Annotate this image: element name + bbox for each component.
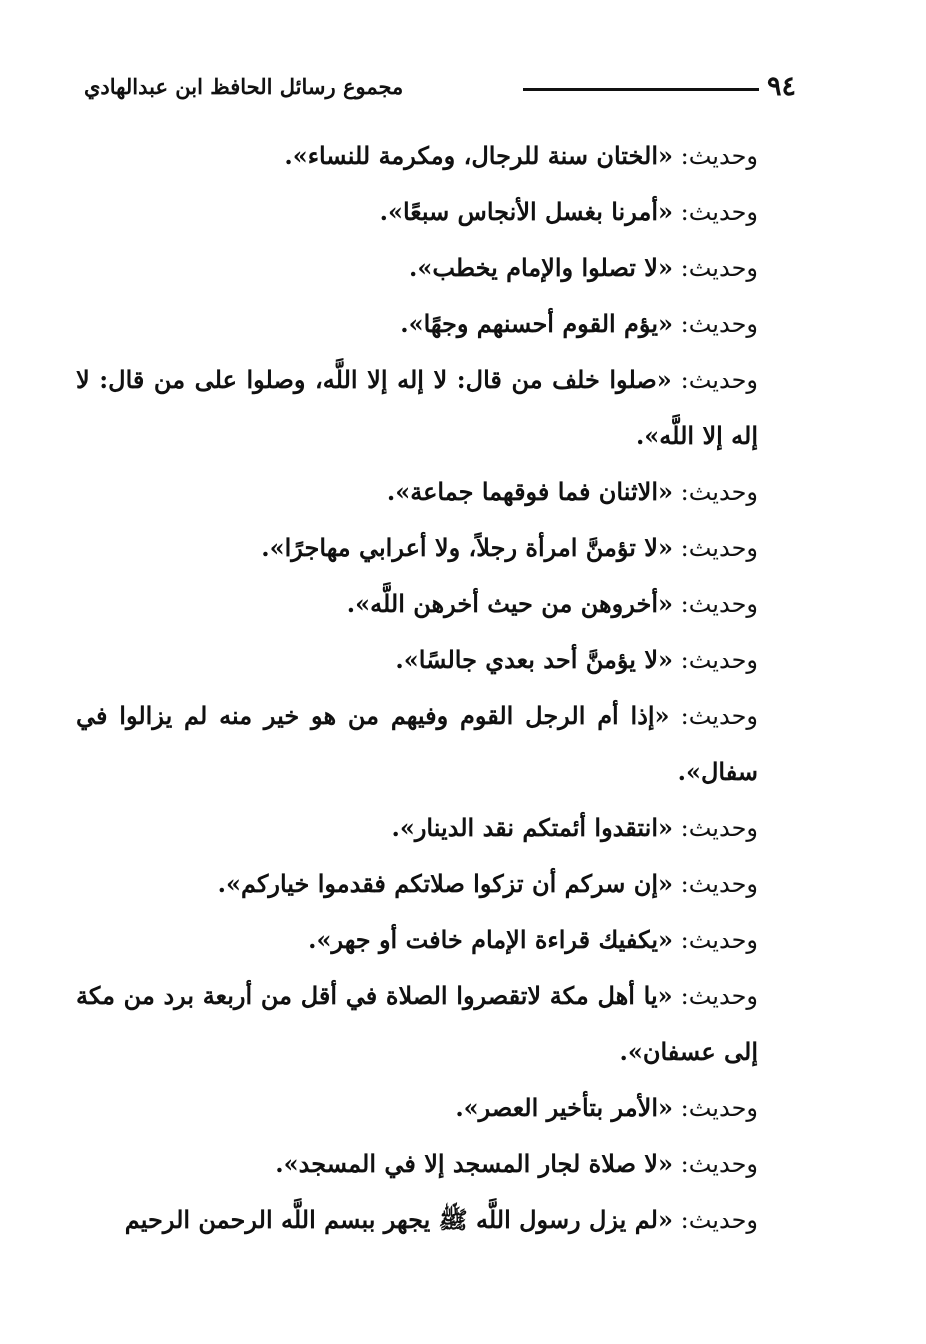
hadith-text: «لا صلاة لجار المسجد إلا في المسجد». bbox=[275, 1149, 673, 1178]
hadith-label: وحديث: bbox=[680, 590, 758, 618]
hadith-label: وحديث: bbox=[680, 478, 758, 506]
hadith-text: «أخروهن من حيث أخرهن اللَّه». bbox=[346, 589, 673, 618]
hadith-entry bbox=[76, 968, 798, 1080]
hadith-text: «إن سركم أن تزكوا صلاتكم فقدموا خياركم». bbox=[217, 869, 673, 898]
hadith-entry bbox=[76, 688, 798, 800]
hadith-entry bbox=[76, 520, 798, 576]
hadith-label: وحديث: bbox=[680, 254, 758, 282]
page-number: ٩٤ bbox=[766, 70, 796, 102]
hadith-text: «الاثنان فما فوقهما جماعة». bbox=[386, 477, 673, 506]
hadith-entry bbox=[76, 912, 798, 968]
hadith-label: وحديث: bbox=[680, 870, 758, 898]
hadith-label: وحديث: bbox=[680, 1150, 758, 1178]
page-header bbox=[84, 66, 796, 106]
hadith-entry bbox=[76, 240, 798, 296]
hadith-entry bbox=[76, 184, 798, 240]
hadith-text: «لا تصلوا والإمام يخطب». bbox=[408, 253, 673, 282]
hadith-text: «إذا أم الرجل القوم وفيهم من هو خير منه لم يزالوا في سفال». bbox=[76, 701, 758, 786]
hadith-entry bbox=[76, 856, 798, 912]
hadith-text: «صلوا خلف من قال: لا إله إلا اللَّه، وصلوا على من قال: لا إله إلا اللَّه». bbox=[76, 365, 758, 450]
hadith-label: وحديث: bbox=[680, 1206, 758, 1234]
running-title: مجموع رسائل الحافظ ابن عبدالهادي bbox=[84, 73, 404, 99]
hadith-text: «يا أهل مكة لاتقصروا الصلاة في أقل من أربعة برد من مكة إلى عسفان». bbox=[76, 981, 758, 1066]
hadith-label: وحديث: bbox=[680, 982, 758, 1010]
hadith-entry bbox=[76, 464, 798, 520]
hadith-label: وحديث: bbox=[680, 366, 758, 394]
hadith-label: وحديث: bbox=[680, 534, 758, 562]
hadith-text: «يؤم القوم أحسنهم وجهًا». bbox=[400, 309, 673, 338]
hadith-list bbox=[76, 128, 798, 1248]
hadith-entry bbox=[76, 800, 798, 856]
hadith-label: وحديث: bbox=[680, 814, 758, 842]
hadith-label: وحديث: bbox=[680, 1094, 758, 1122]
hadith-text: «انتقدوا أئمتكم نقد الدينار». bbox=[391, 813, 673, 842]
header-rule bbox=[523, 88, 759, 91]
hadith-label: وحديث: bbox=[680, 142, 758, 170]
hadith-entry bbox=[76, 352, 798, 464]
hadith-text: «الختان سنة للرجال، ومكرمة للنساء». bbox=[284, 141, 673, 170]
hadith-label: وحديث: bbox=[680, 198, 758, 226]
hadith-label: وحديث: bbox=[680, 310, 758, 338]
hadith-entry bbox=[76, 1080, 798, 1136]
hadith-text: «أمرنا بغسل الأنجاس سبعًا». bbox=[379, 197, 673, 226]
hadith-text: «لا يؤمنَّ أحد بعدي جالسًا». bbox=[395, 645, 673, 674]
hadith-entry bbox=[76, 128, 798, 184]
hadith-entry bbox=[76, 576, 798, 632]
hadith-text: «الأمر بتأخير العصر». bbox=[455, 1093, 673, 1122]
hadith-entry bbox=[76, 1192, 798, 1248]
hadith-text: «لا تؤمنَّ امرأة رجلاً، ولا أعرابي مهاجرًا». bbox=[261, 533, 673, 562]
hadith-text: «لم يزل رسول اللَّه ﷺ يجهر ببسم اللَّه الرحمن الرحيم bbox=[124, 1205, 673, 1234]
hadith-entry bbox=[76, 632, 798, 688]
hadith-label: وحديث: bbox=[680, 702, 758, 730]
hadith-entry bbox=[76, 296, 798, 352]
hadith-label: وحديث: bbox=[680, 646, 758, 674]
hadith-label: وحديث: bbox=[680, 926, 758, 954]
hadith-entry bbox=[76, 1136, 798, 1192]
hadith-text: «يكفيك قراءة الإمام خافت أو جهر». bbox=[308, 925, 673, 954]
